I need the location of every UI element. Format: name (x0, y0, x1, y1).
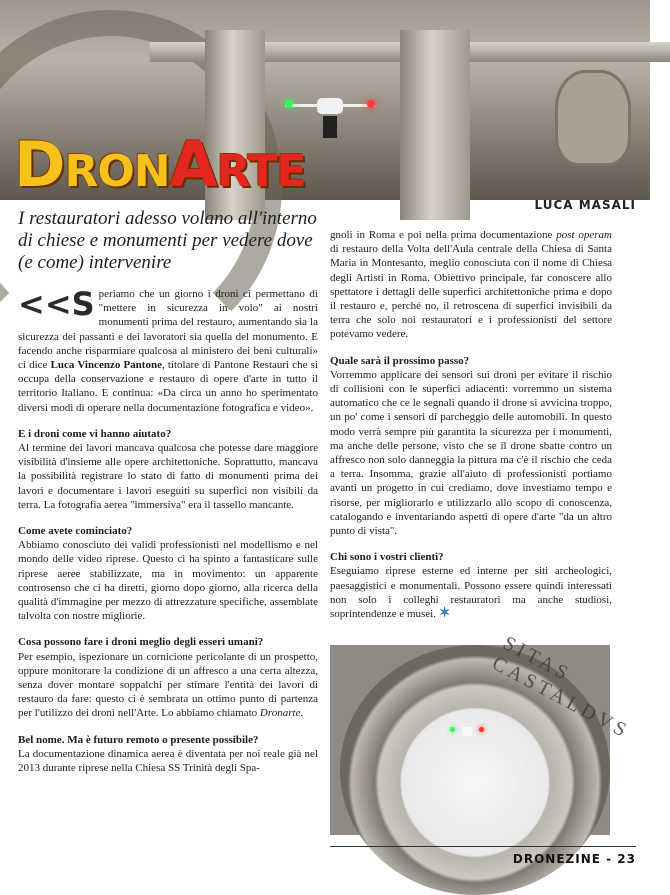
drop-cap: <<S (18, 285, 95, 323)
question-heading: E i droni come vi hanno aiutato? (18, 427, 172, 440)
question-heading: Bel nome. Ma è futuro remoto o presente possibile? (18, 733, 259, 746)
continued-paragraph: gnoli in Roma e poi nella prima documentazione post operam di restauro della Volta dell'Aula centrale della Chiesa di Santa Maria in Montesanto, meglio conosciuta con il nome di Chiesa degli Artisti in Roma. Obiettivo principale, far conoscere allo spettatore i dettagli delle superfici architettoniche prima e dopo il restauro e, perché no, il retroscena di superfici invisibili da terra che solo noi restauratori e i professionisti del settore potevamo vedere. (330, 229, 613, 341)
question-heading: Chi sono i vostri clienti? (330, 551, 444, 564)
author-byline: LUCA MASALI (534, 198, 636, 212)
quote-mark: << (18, 285, 72, 323)
answer-paragraph: Per esempio, ispezionare un cornicione pericolante di un prospetto, oppure monitorare la condizione di un affresco a una certa altezza, senza dover montare soppalchi per stimare l'entità dei lavori di restauro da fare: questo ci è sembrata un ottimo punto di partenza per l'utilizzo dei droni nell'Arte. Lo abbiamo chiamato Dronarte. (18, 650, 318, 720)
drone-image (450, 723, 484, 741)
interviewee-name: Luca Vincenzo Pantone (50, 359, 162, 372)
question-heading: Quale sarà il prossimo passo? (330, 354, 470, 367)
answer-paragraph: Abbiamo conosciuto dei validi professionisti nel modellismo e nel mondo delle video riprese. Questo ci ha spinto a fantasticare sulle riprese aeree stabilizzate, ma in movimento: un apparente controsenso che ci ha diretti, giorno dopo giorno, alla ricerca della qualità d'immagine per mezzo di attrezzature specifiche, assemblate talvolta con nostre migliorie. (18, 539, 318, 623)
dome-photo (330, 631, 634, 835)
church-column (400, 30, 470, 220)
answer-paragraph: Al termine dei lavori mancava qualcosa che potesse dare maggiore visibilità d'insieme alle opere architettoniche. Soprattutto, mancava la possibilità registrare lo stato di fatto di monumenti prima dei lavori e documentare i lavori eseguiti su superfici non visibili da terra. La fotografia aerea "immersiva" era il tassello mancante. (18, 442, 318, 511)
section-logo: DRONARTE (14, 128, 306, 201)
answer-paragraph: Eseguiamo riprese esterne ed interne per siti archeologici, paesaggistici e monumentali. Possono essere quindi interessati non solo i colleghi restauratori ma anche studiosi, soprintendenze e musei. ✶ (330, 565, 612, 622)
intro-paragraph: <<S periamo che un giorno i droni ci permettano di "mettere in sicurezza in volo" ai nostri monumenti prima del restauro, aumentando sia la sicurezza dei passanti e dei lavoratori sia quella del monumento. E facendo anche risparmiare qualcosa al ministero dei beni culturali» ci dice Luca Vincenzo Pantone, titolare di Pantone Restauri che si occupa della conservazione e restauro di opere d'arte in tutto il territorio Italiano. E continua: «Da circa un anno ho sperimentato diversi modi di operare nella documentazione fotografica e video». (18, 285, 318, 414)
footer-rule (330, 846, 636, 847)
end-of-article-icon: ✶ (438, 606, 451, 622)
article-lead: I restauratori adesso volano all'interno di chiese e monumenti per vedere dove (e come) intervenire (18, 208, 317, 273)
article-column-left (18, 287, 318, 775)
page-footer: DRONEZINE - 23 (512, 852, 636, 866)
dome-inscription: SITAS CASTALDVS (488, 631, 634, 744)
church-ornament (555, 70, 631, 166)
answer-paragraph: Vorremmo applicare dei sensori sui droni per evitare il rischio di collisioni con le superfici adiacenti: vorremmo un sistema automatico che ce le segnali quando il drone si avvicina troppo, un po' come i sensori di parcheggio delle automobili. In questo modo verrà sempre più garantita la sicurezza per i monumenti, ma anche delle persone, visto che se il drone sbatte contro un affresco non solo danneggia la pittura ma c'è il rischio che ceda a terra. Insomma, grazie all'aiuto di professionisti portiamo avanti un progetto in cui crediamo, dove investiamo tempo e risorse, per migliorarlo e utilizzarlo allo scopo di conoscenza, catalogando e inventariando aspetti di opere d'arte "da un altro punto di vista". (330, 368, 612, 538)
question-heading: Come avete cominciato? (18, 525, 133, 538)
question-heading: Cosa possono fare i droni meglio degli esseri umani? (18, 636, 264, 649)
answer-paragraph: La documentazione dinamica aerea è diventata per noi reale già nel 2013 durante riprese nella Chiesa SS Trinità degli Spa- (18, 747, 318, 775)
article-column-right (330, 228, 612, 621)
